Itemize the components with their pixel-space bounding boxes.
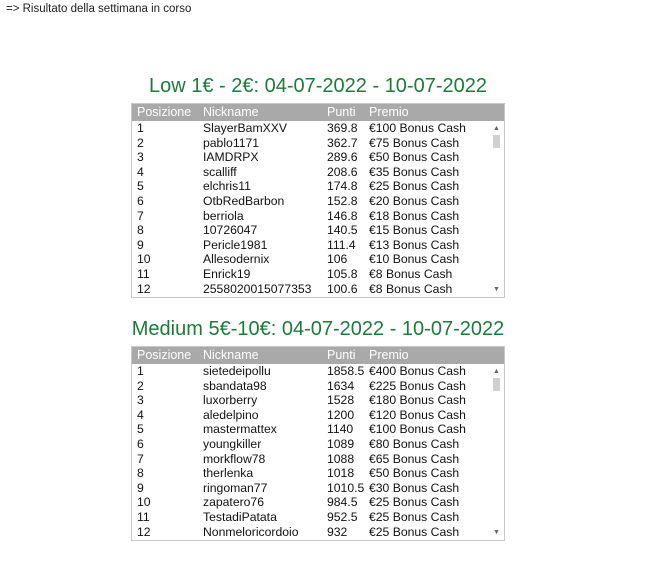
- intro-text: => Risultato della settimana in corso: [6, 3, 192, 15]
- cell-position: 12: [137, 281, 151, 296]
- table-row: [132, 267, 504, 282]
- cell-prize: €8 Bonus Cash: [369, 266, 453, 281]
- header-prize: Premio: [369, 105, 409, 119]
- cell-position: 6: [137, 193, 144, 208]
- table-row: [132, 510, 504, 525]
- cell-points: 1528: [327, 393, 355, 408]
- section-title-low: Low 1€ - 2€: 04-07-2022 - 10-07-2022: [148, 75, 487, 97]
- table-row: [132, 525, 504, 540]
- cell-nickname: pablo1171: [203, 135, 260, 150]
- table-row: [132, 223, 504, 238]
- scroll-down-icon[interactable]: ▼: [493, 286, 500, 293]
- cell-position: 9: [137, 480, 144, 495]
- cell-prize: €15 Bonus Cash: [369, 223, 460, 238]
- cell-points: 100.6: [327, 281, 358, 296]
- cell-prize: €50 Bonus Cash: [369, 466, 460, 481]
- cell-prize: €10 Bonus Cash: [369, 252, 460, 267]
- table-header: [132, 347, 504, 364]
- section-title-medium: Medium 5€-10€: 04-07-2022 - 10-07-2022: [131, 318, 505, 340]
- cell-points: 1200: [327, 407, 355, 422]
- cell-prize: €120 Bonus Cash: [369, 407, 466, 422]
- cell-points: 140.5: [327, 223, 358, 238]
- cell-points: 369.8: [327, 121, 358, 135]
- cell-position: 11: [137, 266, 150, 281]
- cell-nickname: Allesodernix: [203, 252, 270, 267]
- cell-nickname: Pericle1981: [203, 237, 268, 252]
- scroll-up-icon[interactable]: ▲: [493, 125, 500, 132]
- table-row: [132, 282, 504, 297]
- table-row: [132, 466, 504, 481]
- table-body: [132, 364, 504, 539]
- scroll-up-icon[interactable]: ▲: [493, 368, 500, 375]
- cell-nickname: OtbRedBarbon: [203, 193, 285, 208]
- cell-position: 8: [137, 223, 144, 238]
- cell-nickname: SlayerBamXXV: [203, 121, 287, 135]
- cell-position: 1: [137, 364, 144, 378]
- cell-nickname: berriola: [203, 208, 244, 223]
- leaderboard-medium: [131, 317, 505, 539]
- cell-prize: €180 Bonus Cash: [369, 393, 466, 408]
- cell-position: 5: [137, 422, 144, 437]
- cell-points: 105.8: [327, 266, 358, 281]
- table-row: [132, 379, 504, 394]
- table-row: [132, 495, 504, 510]
- cell-points: 1088: [327, 451, 355, 466]
- leaderboard-table-low[interactable]: [131, 103, 505, 298]
- cell-prize: €20 Bonus Cash: [369, 193, 460, 208]
- cell-prize: €30 Bonus Cash: [369, 480, 460, 495]
- cell-nickname: therlenka: [203, 466, 254, 481]
- cell-nickname: Nonmeloricordoio: [203, 524, 299, 539]
- leaderboard-low: [131, 74, 505, 296]
- cell-points: 952.5: [327, 509, 358, 524]
- cell-position: 3: [137, 150, 144, 165]
- table-row: [132, 136, 504, 151]
- table-row: [132, 393, 504, 408]
- cell-nickname: scalliff: [203, 164, 237, 179]
- table-row: [132, 209, 504, 224]
- table-row: [132, 121, 504, 136]
- cell-position: 6: [137, 436, 144, 451]
- scrollbar-thumb[interactable]: [493, 135, 500, 148]
- table-row: [132, 364, 504, 379]
- cell-position: 10: [137, 252, 151, 267]
- cell-position: 12: [137, 524, 151, 539]
- table-row: [132, 165, 504, 180]
- cell-prize: €35 Bonus Cash: [369, 164, 460, 179]
- cell-nickname: elchris11: [203, 179, 251, 194]
- table-header: [132, 104, 504, 121]
- cell-nickname: zapatero76: [203, 495, 264, 510]
- scrollbar-thumb[interactable]: [493, 378, 500, 391]
- cell-points: 932: [327, 524, 348, 539]
- header-prize: Premio: [369, 348, 409, 362]
- cell-nickname: ringoman77: [203, 480, 268, 495]
- cell-nickname: morkflow78: [203, 451, 266, 466]
- cell-prize: €50 Bonus Cash: [369, 150, 460, 165]
- cell-position: 3: [137, 393, 144, 408]
- cell-nickname: 10726047: [203, 223, 258, 238]
- cell-points: 1634: [327, 378, 355, 393]
- cell-nickname: 2558020015077353: [203, 281, 312, 296]
- table-row: [132, 194, 504, 209]
- table-row: [132, 422, 504, 437]
- cell-prize: €80 Bonus Cash: [369, 436, 460, 451]
- cell-nickname: IAMDRPX: [203, 150, 259, 165]
- cell-prize: €75 Bonus Cash: [369, 135, 460, 150]
- cell-nickname: Enrick19: [203, 266, 251, 281]
- cell-points: 152.8: [327, 193, 358, 208]
- leaderboard-table-medium[interactable]: [131, 346, 505, 541]
- scroll-down-icon[interactable]: ▼: [493, 529, 500, 536]
- cell-nickname: sbandata98: [203, 378, 267, 393]
- cell-prize: €25 Bonus Cash: [369, 179, 460, 194]
- cell-points: 111.4: [327, 237, 356, 252]
- cell-points: 146.8: [327, 208, 358, 223]
- cell-position: 4: [137, 164, 144, 179]
- cell-prize: €25 Bonus Cash: [369, 495, 460, 510]
- cell-position: 7: [137, 451, 144, 466]
- cell-nickname: mastermattex: [203, 422, 277, 437]
- cell-nickname: sietedeipollu: [203, 364, 271, 378]
- cell-points: 1089: [327, 436, 355, 451]
- cell-points: 174.8: [327, 179, 358, 194]
- cell-prize: €225 Bonus Cash: [369, 378, 466, 393]
- cell-points: 1858.5: [327, 364, 365, 378]
- cell-prize: €18 Bonus Cash: [369, 208, 460, 223]
- cell-prize: €65 Bonus Cash: [369, 451, 460, 466]
- cell-position: 9: [137, 237, 144, 252]
- table-row: [132, 437, 504, 452]
- table-row: [132, 238, 504, 253]
- cell-nickname: luxorberry: [203, 393, 258, 408]
- table-row: [132, 179, 504, 194]
- cell-points: 1140: [327, 422, 354, 437]
- cell-points: 1018: [327, 466, 355, 481]
- cell-points: 1010.5: [327, 480, 365, 495]
- cell-nickname: aledelpino: [203, 407, 259, 422]
- cell-nickname: TestadiPatata: [203, 509, 277, 524]
- table-row: [132, 408, 504, 423]
- cell-prize: €100 Bonus Cash: [369, 422, 466, 437]
- cell-position: 2: [137, 378, 144, 393]
- cell-points: 362.7: [327, 135, 358, 150]
- header-points: Punti: [327, 105, 356, 119]
- cell-points: 984.5: [327, 495, 358, 510]
- header-nickname: Nickname: [203, 105, 259, 119]
- cell-position: 4: [137, 407, 144, 422]
- cell-prize: €25 Bonus Cash: [369, 524, 460, 539]
- table-row: [132, 452, 504, 467]
- header-position: Posizione: [137, 105, 192, 119]
- table-body: [132, 121, 504, 296]
- cell-points: 289.6: [327, 150, 358, 165]
- header-points: Punti: [327, 348, 356, 362]
- cell-position: 5: [137, 179, 144, 194]
- scrollbar[interactable]: [489, 121, 504, 297]
- cell-position: 8: [137, 466, 144, 481]
- cell-prize: €100 Bonus Cash: [369, 121, 466, 135]
- scrollbar[interactable]: [489, 364, 504, 540]
- cell-position: 11: [137, 509, 150, 524]
- table-row: [132, 481, 504, 496]
- cell-prize: €25 Bonus Cash: [369, 509, 460, 524]
- cell-position: 7: [137, 208, 144, 223]
- cell-points: 208.6: [327, 164, 358, 179]
- table-row: [132, 252, 504, 267]
- cell-position: 2: [137, 135, 144, 150]
- cell-position: 10: [137, 495, 151, 510]
- cell-nickname: youngkiller: [203, 436, 262, 451]
- cell-points: 106: [327, 252, 348, 267]
- header-position: Posizione: [137, 348, 192, 362]
- cell-prize: €13 Bonus Cash: [369, 237, 460, 252]
- cell-position: 1: [137, 121, 144, 135]
- header-nickname: Nickname: [203, 348, 259, 362]
- table-row: [132, 150, 504, 165]
- cell-prize: €400 Bonus Cash: [369, 364, 466, 378]
- cell-prize: €8 Bonus Cash: [369, 281, 453, 296]
